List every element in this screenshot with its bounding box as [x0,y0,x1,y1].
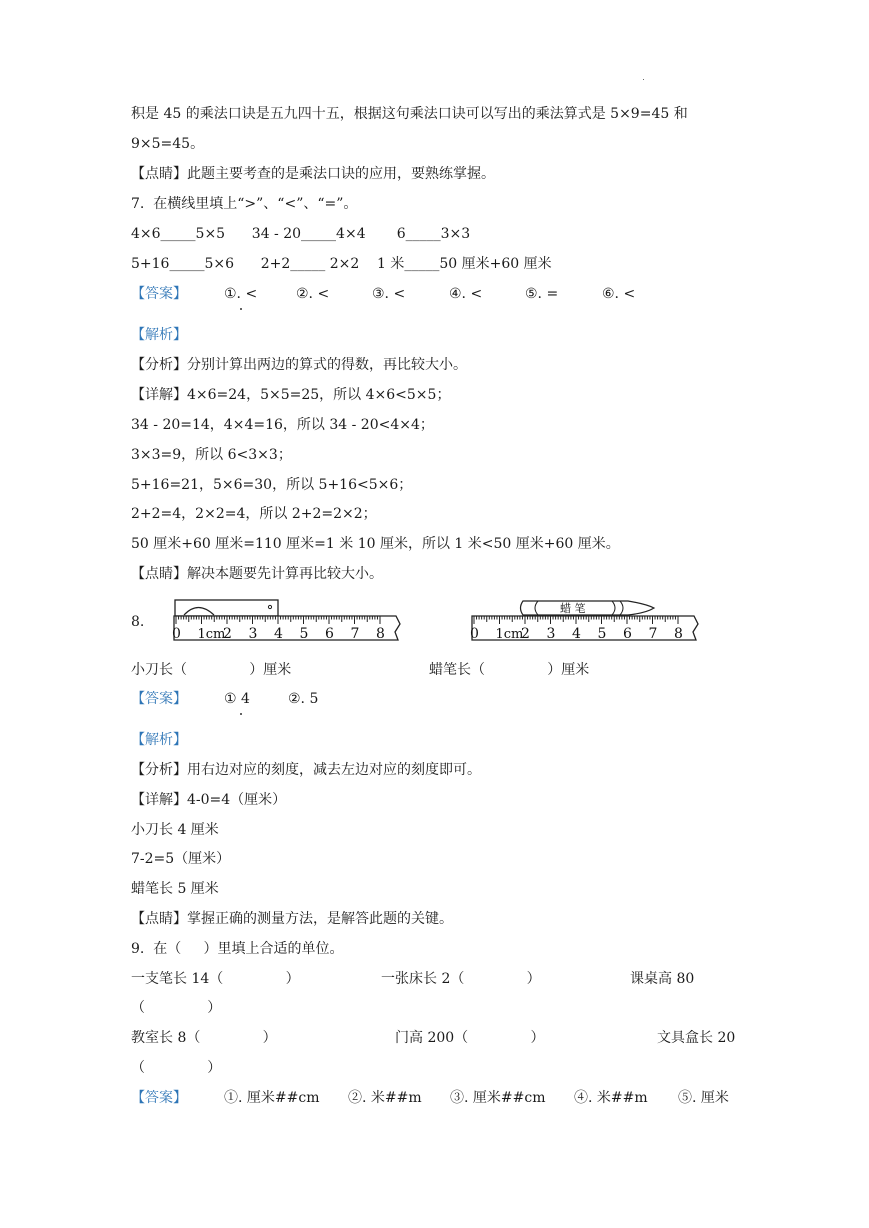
question-9-item: 教室长 8（ ） [131,1030,277,1046]
knife-ruler-figure [170,598,406,644]
analysis-heading: 【解析】 [131,327,187,343]
question-7-row-2: 5+16_____5×6 2+2_____ 2×2 1 米_____50 厘米+60 厘米 [131,256,552,272]
bullet-dot [240,713,242,715]
question-9-title: 9. 在（ ）里填上合适的单位。 [131,941,344,957]
answer-item: ③. 厘米##cm [450,1090,546,1106]
ruler-label: 5 [299,626,309,642]
answer-item: ④. 米##m [574,1090,648,1106]
question-7-title: 7. 在横线里填上“>”、“<”、“=”。 [131,196,358,212]
answer-item: ① 4 [224,691,250,707]
question-9-item: 门高 200（ ） [395,1030,545,1046]
crayon-label: 蜡 笔 [560,602,586,615]
answer-item: ③. < [372,286,406,302]
ruler-label: 6 [325,626,334,642]
question-9-item: （ ） [131,1000,222,1016]
question-8-number: 8. [131,614,145,630]
text-line: 蜡笔长 5 厘米 [131,881,219,897]
text-line: 【分析】分别计算出两边的算式的得数，再比较大小。 [131,357,467,373]
answer-item: ②. 米##m [348,1090,422,1106]
crayon-ruler-figure [468,598,704,644]
ruler-label: 8 [674,626,683,642]
ruler-label: 1cm [495,627,524,642]
comment-line: 【点睛】掌握正确的测量方法，是解答此题的关键。 [131,911,453,927]
ruler-label: 5 [597,626,607,642]
answer-item: ⑤. 厘米 [678,1090,729,1106]
analysis-heading: 【解析】 [131,732,187,748]
text-line: 3×3=9，所以 6<3×3； [131,447,292,463]
answer-item: ⑤. = [525,286,559,302]
answer-label: 【答案】 [131,1090,187,1106]
question-7-row-1: 4×6_____5×5 34 - 20_____4×4 6_____3×3 [131,226,471,242]
answer-label: 【答案】 [131,691,187,707]
text-line: 34 - 20=14，4×4=16，所以 34 - 20<4×4； [131,417,434,433]
question-9-item: 文具盒长 20 [657,1030,736,1046]
crayon-shape [521,601,655,615]
text-line: 7-2=5（厘米） [131,851,231,867]
text-line: 【详解】4×6=24，5×5=25，所以 4×6<5×5； [131,387,451,403]
question-9-item: （ ） [131,1060,222,1076]
ruler-label: 1cm [197,627,226,642]
text-line: 9×5=45。 [131,136,205,152]
text-line: 50 厘米+60 厘米=110 厘米=1 米 10 厘米，所以 1 米<50 厘米+60 厘米。 [131,536,620,552]
answer-item: ④. < [449,286,483,302]
text-line: 2+2=4，2×2=4，所以 2+2=2×2； [131,506,377,522]
text-line: 积是 45 的乘法口诀是五九四十五，根据这句乘法口诀可以写出的乘法算式是 5×9=45 和 [131,106,688,122]
ruler-label: 6 [623,626,632,642]
header-mark [643,79,644,80]
answer-item: ①. 厘米##cm [224,1090,320,1106]
knife-length-question: 小刀长（ ）厘米 [131,662,292,678]
text-line: 小刀长 4 厘米 [131,822,219,838]
ruler-label: 4 [274,626,283,642]
ruler-label: 2 [521,626,530,642]
ruler-label: 0 [172,626,181,642]
text-line: 【详解】4-0=4（厘米） [131,792,287,808]
ruler-label: 7 [648,626,658,642]
crayon-length-question: 蜡笔长（ ）厘米 [429,662,590,678]
answer-item: ②. < [296,286,330,302]
ruler-label: 3 [546,626,556,642]
comment-line: 【点睛】此题主要考查的是乘法口诀的应用，要熟练掌握。 [131,166,495,182]
question-9-item: 课桌高 80 [630,971,695,987]
ruler-label: 7 [350,626,360,642]
answer-label: 【答案】 [131,286,187,302]
text-line: 5+16=21，5×6=30，所以 5+16<5×6； [131,477,413,493]
answer-item: ①. < [224,286,258,302]
question-9-item: 一张床长 2（ ） [381,971,541,987]
knife-shape [175,600,278,616]
answer-item: ②. 5 [288,691,319,707]
ruler-label: 8 [376,626,385,642]
ruler-label: 0 [470,626,479,642]
bullet-dot [240,308,242,310]
answer-item: ⑥. < [602,286,636,302]
comment-line: 【点睛】解决本题要先计算再比较大小。 [131,566,383,582]
text-line: 【分析】用右边对应的刻度，减去左边对应的刻度即可。 [131,762,481,778]
ruler-label: 3 [248,626,258,642]
question-9-item: 一支笔长 14（ ） [131,971,300,987]
ruler-label: 2 [223,626,232,642]
ruler-label: 4 [572,626,581,642]
